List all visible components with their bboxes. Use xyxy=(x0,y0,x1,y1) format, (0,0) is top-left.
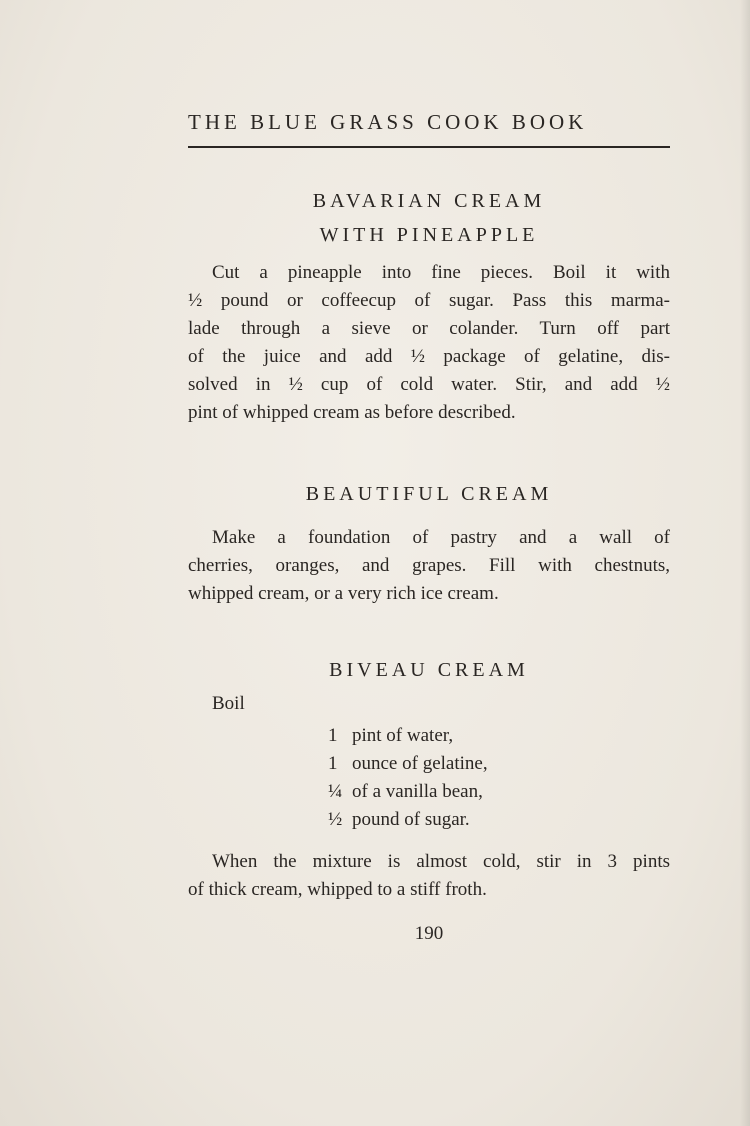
body-line: cherries, oranges, and grapes. Fill with chestnuts, xyxy=(188,555,670,576)
ingredient-list xyxy=(328,722,488,834)
recipe-title-beautiful xyxy=(188,477,670,511)
ingredient-qty: 1 xyxy=(328,753,338,774)
header-rule xyxy=(188,146,670,148)
recipe-body-beautiful xyxy=(188,524,670,608)
running-head: THE BLUE GRASS COOK BOOK xyxy=(188,110,588,134)
page-edge-shadow xyxy=(740,0,750,1126)
body-line: When the mixture is almost cold, stir in 3 pints xyxy=(212,851,670,872)
recipe-intro: Boil xyxy=(212,693,245,714)
ingredient-qty: ¼ xyxy=(328,781,343,802)
recipe-title-line: WITH PINEAPPLE xyxy=(319,224,539,246)
ingredient-qty: 1 xyxy=(328,725,338,746)
ingredient-item xyxy=(328,806,488,834)
body-line: whipped cream, or a very rich ice cream. xyxy=(188,583,499,604)
ingredient-text: of a vanilla bean, xyxy=(352,781,483,802)
recipe-body-biveau xyxy=(188,848,670,904)
body-line: lade through a sieve or colander. Turn off part xyxy=(188,318,670,339)
body-line: of thick cream, whipped to a stiff froth. xyxy=(188,879,487,900)
recipe-title-line: BEAUTIFUL CREAM xyxy=(305,483,553,505)
ingredient-item xyxy=(328,750,488,778)
ingredient-item xyxy=(328,722,488,750)
body-line: pint of whipped cream as before described. xyxy=(188,402,516,423)
recipe-title-biveau xyxy=(188,653,670,687)
ingredient-text: ounce of gelatine, xyxy=(352,753,488,774)
recipe-title-line: BAVARIAN CREAM xyxy=(312,190,546,212)
body-line: Cut a pineapple into fine pieces. Boil it with xyxy=(212,262,670,283)
ingredient-text: pint of water, xyxy=(352,725,454,746)
recipe-title-line: BIVEAU CREAM xyxy=(329,659,529,681)
ingredient-qty: ½ xyxy=(328,809,343,830)
ingredient-text: pound of sugar. xyxy=(352,809,470,830)
body-line: of the juice and add ½ package of gelatine, dis- xyxy=(188,346,670,367)
body-line: solved in ½ cup of cold water. Stir, and add ½ xyxy=(188,374,670,395)
recipe-title-bavarian xyxy=(188,184,670,252)
page-number: 190 xyxy=(414,923,444,944)
body-line: ½ pound or coffeecup of sugar. Pass this marma- xyxy=(188,290,670,311)
recipe-body-bavarian xyxy=(188,259,670,427)
body-line: Make a foundation of pastry and a wall of xyxy=(212,527,670,548)
ingredient-item xyxy=(328,778,488,806)
